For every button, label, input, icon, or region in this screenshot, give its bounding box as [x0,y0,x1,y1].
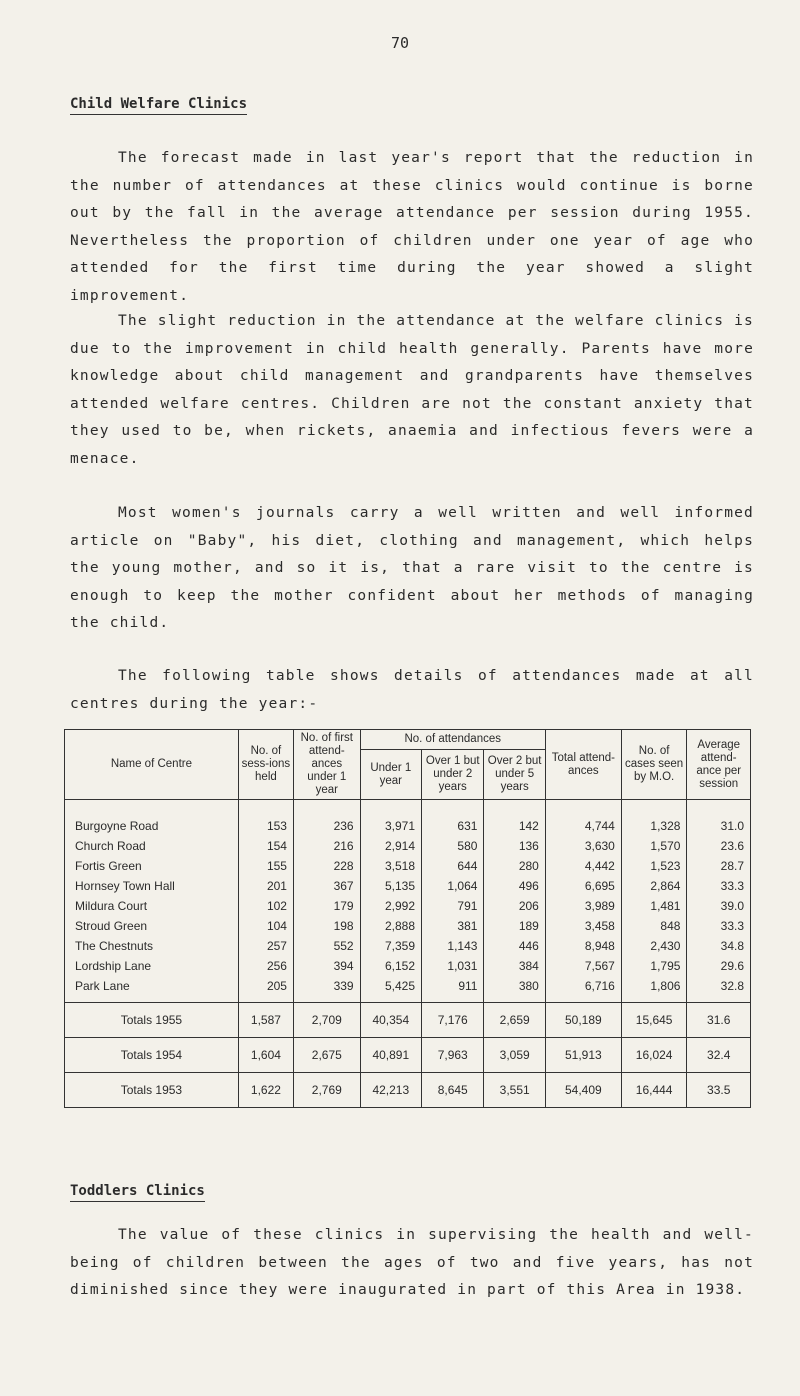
cell-first: 2,709 [293,1003,360,1038]
cell-first: 2,769 [293,1073,360,1108]
cell-under-1: 2,992 [360,896,421,916]
cell-total: 7,567 [545,956,621,976]
cell-first: 339 [293,976,360,1003]
cell-first: 216 [293,836,360,856]
cell-centre-name: The Chestnuts [65,936,239,956]
cell-sessions: 1,622 [238,1073,293,1108]
cell-cases: 1,806 [621,976,687,1003]
cell-under-1: 5,425 [360,976,421,1003]
cell-sessions: 256 [238,956,293,976]
cell-first: 198 [293,916,360,936]
cell-cases: 15,645 [621,1003,687,1038]
cell-over-1: 644 [422,856,484,876]
cell-centre-name: Church Road [65,836,239,856]
cell-cases: 1,523 [621,856,687,876]
cell-total-label: Totals 1954 [65,1038,239,1073]
cell-first: 236 [293,816,360,836]
cell-centre-name: Mildura Court [65,896,239,916]
cell-over-2: 496 [484,876,545,896]
cell-under-1: 6,152 [360,956,421,976]
cell-under-1: 40,354 [360,1003,421,1038]
cell-total: 51,913 [545,1038,621,1073]
cell-over-1: 381 [422,916,484,936]
cell-over-2: 136 [484,836,545,856]
cell-cases: 16,444 [621,1073,687,1108]
totals-row-1955 [65,1003,751,1038]
cell-average: 32.8 [687,976,751,1003]
cell-over-2: 3,059 [484,1038,545,1073]
cell-average: 39.0 [687,896,751,916]
header-sessions: No. of sess-ions held [238,730,293,800]
header-average-attendance: Average attend-ance per session [687,730,751,800]
cell-first: 2,675 [293,1038,360,1073]
cell-cases: 16,024 [621,1038,687,1073]
table-row [65,896,751,916]
cell-over-2: 206 [484,896,545,916]
totals-row-1953 [65,1073,751,1108]
cell-over-1: 911 [422,976,484,1003]
cell-total: 50,189 [545,1003,621,1038]
cell-cases: 2,864 [621,876,687,896]
header-under-1-year: Under 1 year [360,750,421,800]
cell-over-1: 791 [422,896,484,916]
paragraph-forecast: The forecast made in last year's report that the reduction in the number of attendances at these clinics would continue is borne out by the fall in the average attendance per session during 1955. Nevertheless the proportion of children under one year of age who attended for the first time during the year showed a slight improvement. [70,150,754,304]
cell-sessions: 153 [238,816,293,836]
cell-under-1: 2,914 [360,836,421,856]
table-row [65,876,751,896]
cell-centre-name: Park Lane [65,976,239,1003]
cell-first: 394 [293,956,360,976]
cell-under-1: 2,888 [360,916,421,936]
cell-total-label: Totals 1955 [65,1003,239,1038]
cell-centre-name: Stroud Green [65,916,239,936]
cell-sessions: 1,587 [238,1003,293,1038]
cell-centre-name: Lordship Lane [65,956,239,976]
cell-over-1: 7,963 [422,1038,484,1073]
table-row [65,936,751,956]
attendance-table [64,729,751,1108]
cell-cases: 1,795 [621,956,687,976]
header-first-attendances: No. of first attend-ances under 1 year [293,730,360,800]
cell-average: 31.6 [687,1003,751,1038]
cell-over-1: 1,143 [422,936,484,956]
cell-first: 228 [293,856,360,876]
cell-average: 32.4 [687,1038,751,1073]
cell-cases: 848 [621,916,687,936]
table-row [65,916,751,936]
cell-over-2: 142 [484,816,545,836]
cell-total: 3,630 [545,836,621,856]
cell-centre-name: Hornsey Town Hall [65,876,239,896]
cell-sessions: 257 [238,936,293,956]
cell-total: 6,716 [545,976,621,1003]
cell-average: 28.7 [687,856,751,876]
table-row [65,856,751,876]
cell-sessions: 155 [238,856,293,876]
paragraph-reduction: The slight reduction in the attendance at the welfare clinics is due to the improvement in child health generally. Parents have more knowledge about child management and grandparents have themselves attended welfare centres. Children are not the constant anxiety that they used to be, when rickets, anaemia and infectious fevers were a menace. [70,313,754,467]
header-attendances-group: No. of attendances [360,730,545,750]
section-heading-toddlers: Toddlers Clinics [70,1183,205,1202]
paragraph-toddlers: The value of these clinics in supervising the health and well-being of children between the ages of two and five years, has not diminished since they were inaugurated in part of this Area in 1938. [70,1227,754,1298]
paragraph-journals: Most women's journals carry a well written and well informed article on "Baby", his diet, clothing and management, which helps the young mother, and so it is, that a rare visit to the centre is enough to keep the mother confident about her methods of managing the child. [70,505,754,631]
cell-total: 3,458 [545,916,621,936]
cell-average: 29.6 [687,956,751,976]
table-row [65,816,751,836]
header-name-of-centre: Name of Centre [65,730,239,800]
cell-total-label: Totals 1953 [65,1073,239,1108]
cell-centre-name: Fortis Green [65,856,239,876]
cell-over-1: 8,645 [422,1073,484,1108]
cell-under-1: 42,213 [360,1073,421,1108]
cell-sessions: 1,604 [238,1038,293,1073]
cell-sessions: 201 [238,876,293,896]
cell-over-1: 1,064 [422,876,484,896]
cell-under-1: 5,135 [360,876,421,896]
cell-average: 33.5 [687,1073,751,1108]
header-over-1-under-2: Over 1 but under 2 years [422,750,484,800]
cell-total: 4,442 [545,856,621,876]
page-number: 70 [390,34,410,52]
table-row [65,956,751,976]
cell-under-1: 3,971 [360,816,421,836]
cell-average: 33.3 [687,916,751,936]
section-heading-child-welfare: Child Welfare Clinics [70,96,247,115]
cell-cases: 2,430 [621,936,687,956]
cell-total: 4,744 [545,816,621,836]
cell-sessions: 154 [238,836,293,856]
cell-over-2: 384 [484,956,545,976]
cell-total: 6,695 [545,876,621,896]
cell-over-2: 446 [484,936,545,956]
cell-first: 367 [293,876,360,896]
table-row [65,976,751,1003]
paragraph-table-intro: The following table shows details of attendances made at all centres during the year:- [70,668,754,712]
cell-sessions: 104 [238,916,293,936]
cell-average: 33.3 [687,876,751,896]
cell-over-1: 7,176 [422,1003,484,1038]
cell-total: 8,948 [545,936,621,956]
cell-average: 34.8 [687,936,751,956]
cell-first: 552 [293,936,360,956]
cell-over-1: 631 [422,816,484,836]
cell-over-2: 380 [484,976,545,1003]
cell-sessions: 205 [238,976,293,1003]
cell-centre-name: Burgoyne Road [65,816,239,836]
cell-over-1: 1,031 [422,956,484,976]
cell-over-2: 2,659 [484,1003,545,1038]
cell-total: 54,409 [545,1073,621,1108]
cell-over-2: 189 [484,916,545,936]
cell-first: 179 [293,896,360,916]
cell-total: 3,989 [545,896,621,916]
cell-cases: 1,481 [621,896,687,916]
cell-over-2: 3,551 [484,1073,545,1108]
cell-under-1: 3,518 [360,856,421,876]
cell-over-2: 280 [484,856,545,876]
header-cases-seen: No. of cases seen by M.O. [621,730,687,800]
cell-average: 23.6 [687,836,751,856]
cell-cases: 1,570 [621,836,687,856]
cell-sessions: 102 [238,896,293,916]
totals-row-1954 [65,1038,751,1073]
header-total-attendances: Total attend-ances [545,730,621,800]
cell-over-1: 580 [422,836,484,856]
cell-average: 31.0 [687,816,751,836]
cell-cases: 1,328 [621,816,687,836]
table-row [65,836,751,856]
header-over-2-under-5: Over 2 but under 5 years [484,750,545,800]
cell-under-1: 40,891 [360,1038,421,1073]
cell-under-1: 7,359 [360,936,421,956]
